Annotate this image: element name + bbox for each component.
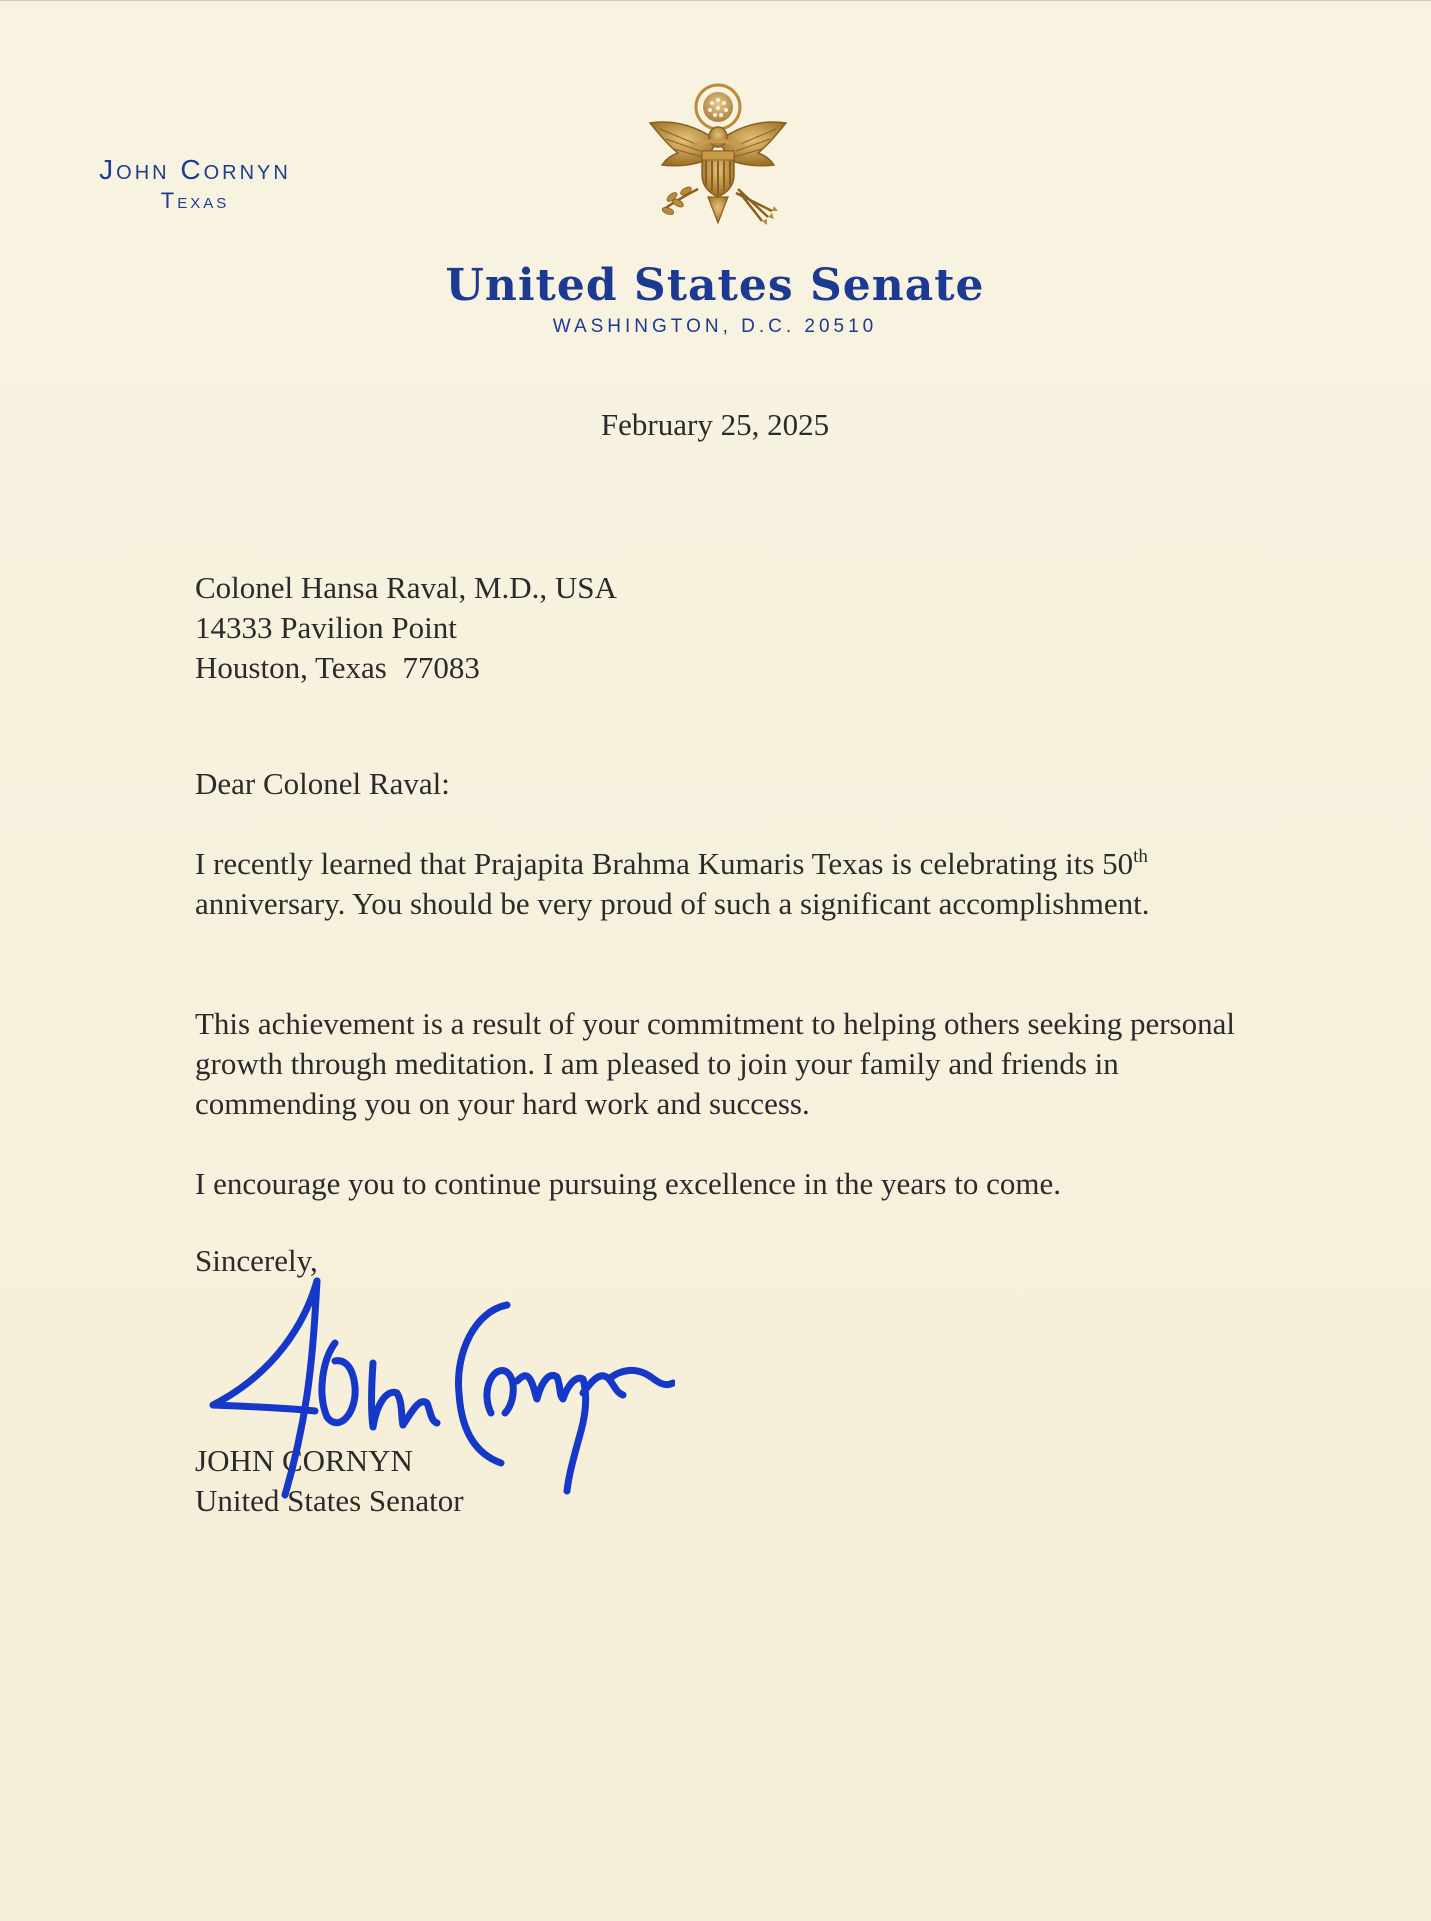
paragraph-1-text-end: anniversary. You should be very proud of such a significant accomplishment. — [195, 886, 1150, 921]
paragraph-3 — [195, 1164, 1275, 1204]
sender-block — [60, 153, 330, 215]
institution-address: WASHINGTON, D.C. 20510 — [552, 316, 878, 337]
paragraph-2-text: This achievement is a result of your commitment to helping others seeking personal growth through meditation. I am pleased to join your family and friends in commending you on your hard work and success. — [195, 1006, 1235, 1121]
recipient-line: Houston, Texas 77083 — [195, 650, 480, 685]
closing: Sincerely, — [195, 1243, 318, 1278]
sender-state: Texas — [160, 188, 230, 213]
sender-name: John Cornyn — [99, 154, 291, 185]
ordinal-suffix: th — [1133, 846, 1148, 867]
paragraph-1-text: I recently learned that Prajapita Brahma Kumaris Texas is celebrating its 50 — [195, 846, 1134, 881]
great-seal-eagle-icon — [638, 79, 798, 239]
signatory-title: United States Senator — [195, 1483, 464, 1518]
letter-date: February 25, 2025 — [600, 407, 830, 442]
recipient-line: 14333 Pavilion Point — [195, 610, 457, 645]
institution-name: United States Senate — [445, 260, 985, 311]
senate-letterhead — [380, 259, 1050, 341]
salutation: Dear Colonel Raval: — [195, 766, 450, 801]
paragraph-3-text: I encourage you to continue pursuing excellence in the years to come. — [195, 1166, 1061, 1201]
recipient-address — [195, 568, 1275, 688]
handwritten-signature — [205, 1263, 675, 1513]
paragraph-1 — [195, 844, 1275, 924]
recipient-line: Colonel Hansa Raval, M.D., USA — [195, 570, 617, 605]
paragraph-2 — [195, 1004, 1275, 1124]
signatory-name: JOHN CORNYN — [195, 1443, 413, 1478]
